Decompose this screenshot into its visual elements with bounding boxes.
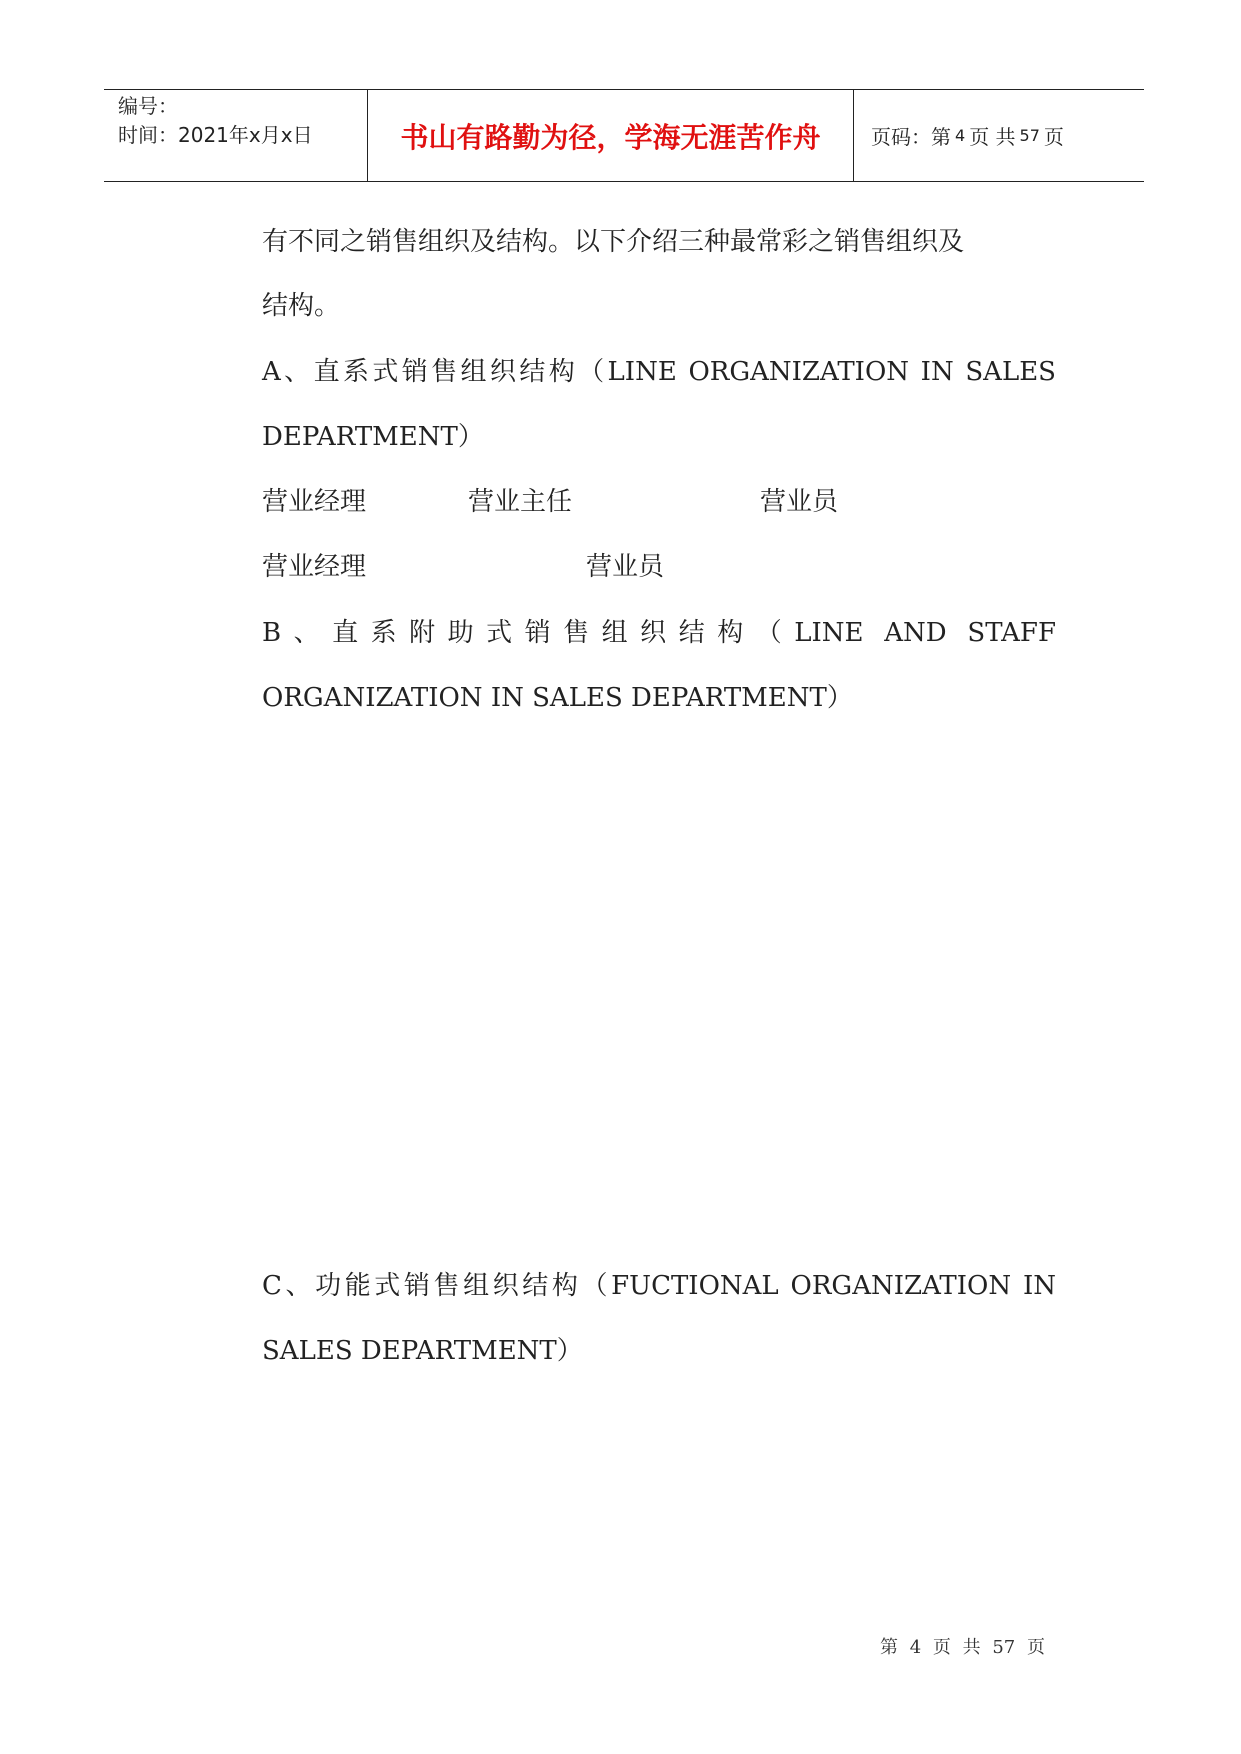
org-chart-a-node: 营业员 bbox=[760, 487, 839, 517]
intro-paragraph-line: 有不同之销售组织及结构。以下介绍三种最常彩之销售组织及 bbox=[262, 227, 965, 257]
section-c-heading: C、功能式销售组织结构（FUCTIONAL ORGANIZATION IN bbox=[262, 1271, 1056, 1301]
page-suffix: 页 bbox=[1043, 125, 1064, 149]
header-meta bbox=[118, 92, 358, 150]
header-motto: 书山有路勤为径，学海无涯苦作舟 bbox=[400, 120, 821, 154]
header-page-number bbox=[871, 90, 1064, 181]
section-c-heading-cont: SALES DEPARTMENT） bbox=[262, 1336, 583, 1366]
page-header bbox=[104, 89, 1144, 182]
page-current: 4 bbox=[955, 126, 966, 145]
org-chart-a-node: 营业经理 bbox=[262, 487, 367, 517]
page-footer: 第 4 页 共 57 页 bbox=[880, 1637, 1045, 1658]
org-chart-a-node: 营业主任 bbox=[468, 487, 573, 517]
page-total: 57 bbox=[1019, 126, 1040, 145]
document-time-label: 时间：2021年x月x日 bbox=[118, 123, 313, 147]
document-number-label: 编号： bbox=[118, 94, 178, 118]
section-a-heading-cont: DEPARTMENT） bbox=[262, 422, 484, 452]
org-chart-a-node: 营业员 bbox=[586, 552, 665, 582]
section-b-heading-cont: ORGANIZATION IN SALES DEPARTMENT） bbox=[262, 683, 853, 713]
org-chart-a-node: 营业经理 bbox=[262, 552, 367, 582]
intro-paragraph-line: 结构。 bbox=[262, 291, 341, 321]
page-mid: 页 共 bbox=[969, 125, 1016, 149]
header-divider bbox=[853, 90, 854, 181]
page-prefix: 页码：第 bbox=[871, 125, 951, 149]
section-a-heading: A、直系式销售组织结构（LINE ORGANIZATION IN SALES bbox=[262, 357, 1056, 387]
section-b-heading: B、直系附助式销售组织结构（LINE AND STAFF bbox=[262, 618, 1056, 648]
